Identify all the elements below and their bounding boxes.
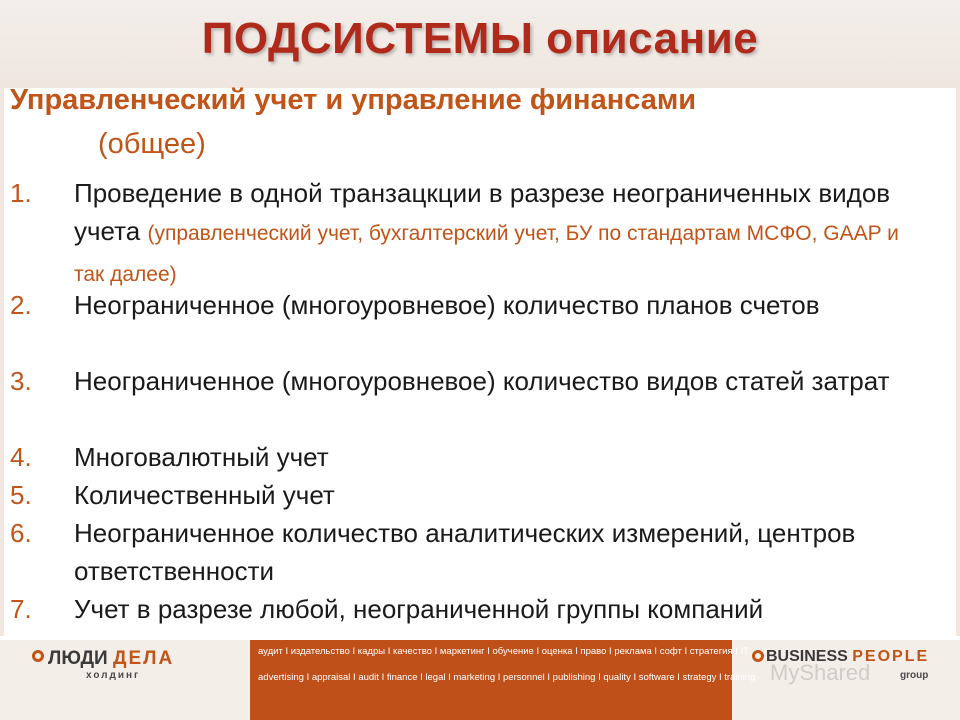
item-number: 3. bbox=[10, 366, 32, 396]
bp-text-b: PEOPLE bbox=[852, 648, 930, 665]
item-text: Неограниченное (многоуровневое) количество планов счетов bbox=[74, 290, 820, 320]
slide-subtitle: Управленческий учет и управление финансами bbox=[10, 84, 697, 116]
bp-subtitle: group bbox=[900, 670, 929, 681]
item-main-text: Проведение в одной транзацкции в разрезе неограниченных видов учета bbox=[74, 178, 891, 246]
item-number: 2. bbox=[10, 290, 32, 320]
logo-text-b: ДЕЛА bbox=[112, 648, 175, 669]
logo-subtitle: холдинг bbox=[86, 670, 141, 681]
watermark: MyShared bbox=[770, 660, 871, 685]
slide-subtitle-general: (общее) bbox=[98, 128, 206, 160]
ring-logo-icon bbox=[752, 650, 764, 662]
item-number: 4. bbox=[10, 442, 32, 472]
item-text: Неограниченное количество аналитических измерений, центров ответственности bbox=[74, 518, 856, 586]
bp-text-a: BUSINESS bbox=[766, 648, 848, 665]
item-text: Количественный учет bbox=[74, 480, 335, 510]
logo-text-a: ЛЮДИ bbox=[48, 648, 108, 669]
item-number: 7. bbox=[10, 594, 32, 624]
item-text bbox=[74, 174, 934, 294]
item-text: Многовалютный учет bbox=[74, 442, 329, 472]
left-border bbox=[0, 88, 4, 636]
services-band bbox=[250, 640, 756, 720]
item-note: (управленческий учет, бухгалтерский учет, БУ по стандартам МСФО, GAAP и так далее) bbox=[74, 222, 899, 286]
item-text: Неограниченное (многоуровневое) количество видов статей затрат bbox=[74, 366, 890, 396]
item-number: 5. bbox=[10, 480, 32, 510]
item-number: 1. bbox=[10, 178, 32, 208]
services-en: advertising I appraisal I audit I finance I legal I marketing I personnel I publishing I quality I software I strategy I training bbox=[258, 672, 756, 683]
services-ru: аудит I издательство I кадры I качество I маркетинг I обучение I оценка I право I реклама I софт I стратегия I IT bbox=[258, 646, 749, 657]
item-number: 6. bbox=[10, 518, 32, 548]
item-text: Учет в разрезе любой, неограниченной группы компаний bbox=[74, 594, 764, 624]
slide-title: ПОДСИСТЕМЫ описание bbox=[201, 14, 759, 63]
right-border bbox=[956, 88, 960, 636]
left-logo bbox=[30, 648, 174, 670]
